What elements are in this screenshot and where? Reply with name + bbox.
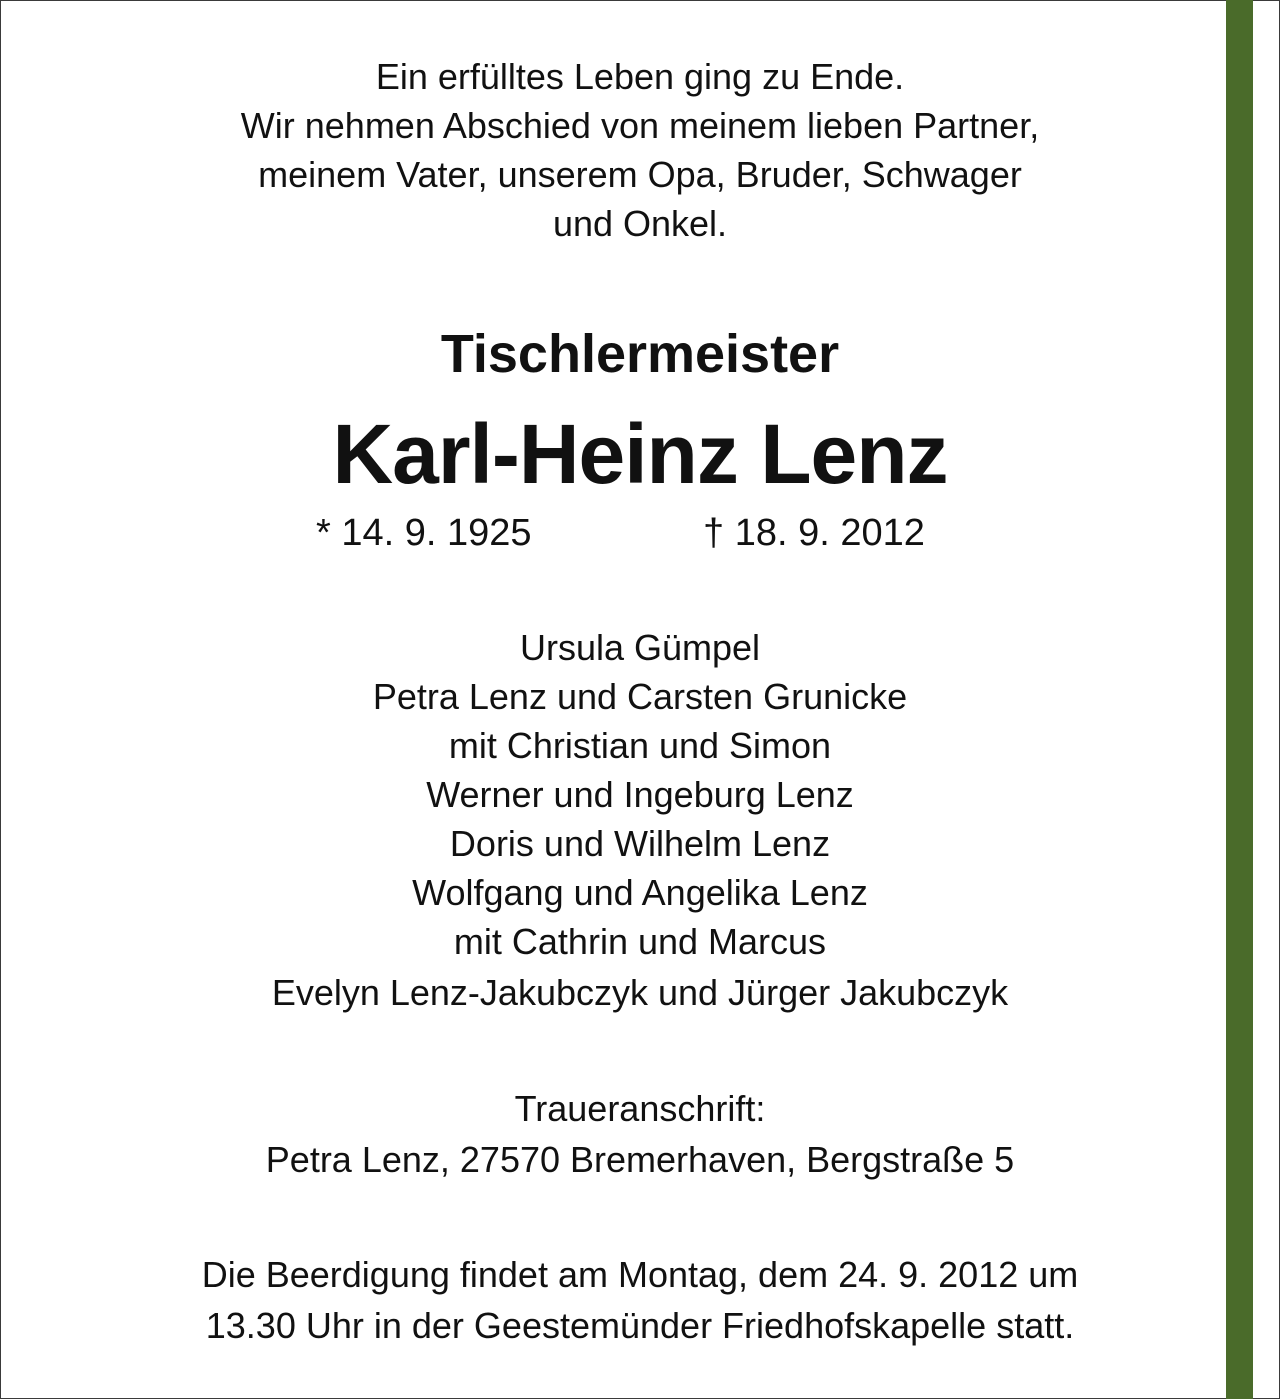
mourner-4: Werner und Ingeburg Lenz [426,774,854,815]
mourner-8: Evelyn Lenz-Jakubczyk und Jürger Jakubczyk [271,972,1009,1013]
mourner-7: mit Cathrin und Marcus [453,921,827,962]
mourner-6: Wolfgang und Angelika Lenz [412,872,868,913]
mourner-5: Doris und Wilhelm Lenz [449,823,831,864]
mourner-3: mit Christian und Simon [448,725,832,766]
intro-line-2: Wir nehmen Abschied von meinem lieben Partner, [240,105,1040,146]
funeral-line-2: 13.30 Uhr in der Geestemünder Friedhofskapelle statt. [205,1305,1075,1346]
deceased-name: Karl-Heinz Lenz [332,407,948,501]
birth-date: * 14. 9. 1925 [316,512,532,554]
mourner-2: Petra Lenz und Carsten Grunicke [372,676,908,717]
mourner-1: Ursula Gümpel [519,627,761,668]
intro-line-3: meinem Vater, unserem Opa, Bruder, Schwager [258,154,1022,195]
intro-line-1: Ein erfülltes Leben ging zu Ende. [375,56,905,97]
profession-title: Tischlermeister [440,324,840,384]
address-text: Petra Lenz, 27570 Bremerhaven, Bergstraße 5 [265,1139,1015,1180]
address-label: Traueranschrift: [514,1088,766,1129]
death-date: † 18. 9. 2012 [703,512,925,554]
funeral-line-1: Die Beerdigung findet am Montag, dem 24. 9. 2012 um [201,1254,1079,1295]
intro-line-4: und Onkel. [552,203,728,244]
